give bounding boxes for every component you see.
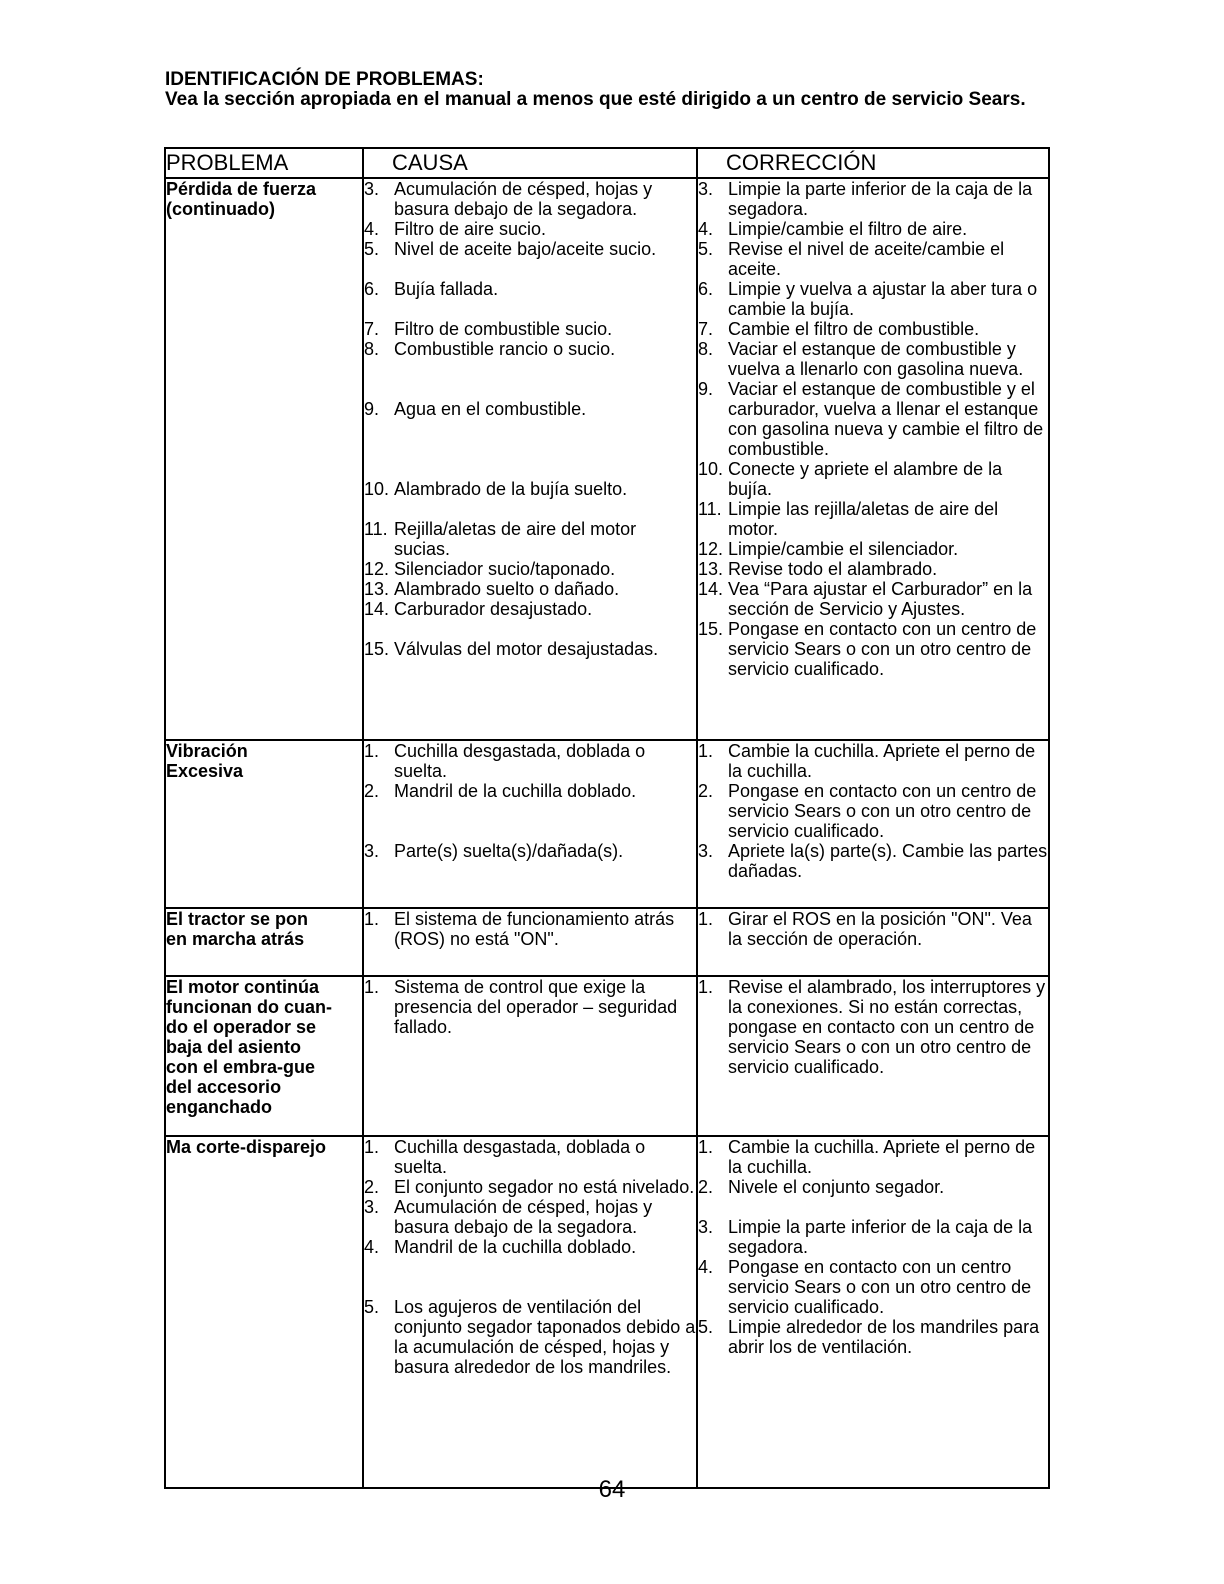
item-number: 3. [698, 1217, 714, 1237]
list-item [698, 499, 1048, 539]
list-item [698, 1217, 1048, 1257]
list-item [698, 1317, 1048, 1357]
header-problema: PROBLEMA [165, 148, 363, 178]
item-text: Limpie la parte inferior de la caja de la segadora. [728, 1217, 1033, 1257]
cause-cell [363, 976, 697, 1136]
list-item [364, 1197, 696, 1237]
item-text: Combustible rancio o sucio. [394, 339, 616, 359]
item-text: Nivel de aceite bajo/aceite sucio. [394, 239, 657, 259]
item-text: Limpie/cambie el silenciador. [728, 539, 959, 559]
list-item [364, 519, 696, 559]
item-text: Válvulas del motor desajustadas. [394, 639, 659, 659]
item-text: Cuchilla desgastada, doblada o suelta. [394, 741, 646, 781]
item-text: Filtro de aire sucio. [394, 219, 547, 239]
page-number: 64 [598, 1476, 626, 1503]
item-number: 15. [698, 619, 724, 639]
item-text: Apriete la(s) parte(s). Cambie las partes dañadas. [728, 841, 1048, 881]
item-number: 9. [364, 399, 380, 419]
problem-cell: El motor continúa funcionan do cuan- do el operador se baja del asiento con el embra-gue del accesorio enganchado [165, 976, 363, 1136]
item-number: 1. [364, 1137, 380, 1157]
correction-cell [697, 1136, 1049, 1488]
item-text: Pongase en contacto con un centro de servicio Sears o con un otro centro de servicio cualificado. [728, 781, 1037, 841]
item-text: Limpie/cambie el filtro de aire. [728, 219, 968, 239]
list-item [364, 279, 696, 299]
item-number: 1. [698, 1137, 714, 1157]
item-text: Vaciar el estanque de combustible y el carburador, vuelva a llenar el estanque con gasolina nueva y cambie el filtro de combustible. [728, 379, 1044, 459]
item-text: Pongase en contacto con un centro servicio Sears o con un otro centro de servicio cualificado. [728, 1257, 1032, 1317]
table-row [165, 740, 1049, 908]
list-item [364, 179, 696, 219]
item-number: 13. [698, 559, 724, 579]
list-item [364, 977, 696, 1037]
list-item [698, 841, 1048, 881]
list-item [364, 579, 696, 599]
item-text: El conjunto segador no está nivelado. [394, 1177, 695, 1197]
item-number: 6. [364, 279, 380, 299]
item-text: Cuchilla desgastada, doblada o suelta. [394, 1137, 646, 1177]
item-text: Filtro de combustible sucio. [394, 319, 613, 339]
problem-cell: Pérdida de fuerza (continuado) [165, 178, 363, 740]
item-number: 2. [364, 781, 380, 801]
item-number: 3. [698, 841, 714, 861]
list-item [698, 1137, 1048, 1177]
item-number: 5. [698, 239, 714, 259]
correction-cell [697, 740, 1049, 908]
item-text: Acumulación de césped, hojas y basura debajo de la segadora. [394, 179, 653, 219]
list-item [698, 909, 1048, 949]
correction-cell [697, 178, 1049, 740]
item-text: Mandril de la cuchilla doblado. [394, 1237, 637, 1257]
problem-cell: El tractor se pon en marcha atrás [165, 908, 363, 976]
list-item [364, 399, 696, 419]
item-text: Cambie la cuchilla. Apriete el perno de la cuchilla. [728, 1137, 1036, 1177]
list-item [364, 741, 696, 781]
list-item [698, 741, 1048, 781]
list-item [698, 579, 1048, 619]
cause-cell [363, 1136, 697, 1488]
item-number: 5. [698, 1317, 714, 1337]
item-text: Limpie las rejilla/aletas de aire del motor. [728, 499, 999, 539]
item-text: Alambrado suelto o dañado. [394, 579, 620, 599]
item-text: El sistema de funcionamiento atrás (ROS) no está "ON". [394, 909, 675, 949]
item-number: 1. [698, 909, 714, 929]
list-item [364, 781, 696, 801]
item-text: Vea “Para ajustar el Carburador” en la sección de Servicio y Ajustes. [728, 579, 1033, 619]
correction-cell [697, 976, 1049, 1136]
item-text: Cambie la cuchilla. Apriete el perno de la cuchilla. [728, 741, 1036, 781]
item-text: Limpie y vuelva a ajustar la aber tura o cambie la bujía. [728, 279, 1038, 319]
item-text: Agua en el combustible. [394, 399, 587, 419]
item-text: Revise todo el alambrado. [728, 559, 938, 579]
cause-cell [363, 908, 697, 976]
item-number: 8. [698, 339, 714, 359]
list-item [698, 781, 1048, 841]
item-text: Revise el nivel de aceite/cambie el aceite. [728, 239, 1005, 279]
list-item [364, 909, 696, 949]
item-number: 12. [698, 539, 724, 559]
list-item [698, 239, 1048, 279]
item-text: Vaciar el estanque de combustible y vuelva a llenarlo con gasolina nueva. [728, 339, 1024, 379]
table-header-row [165, 148, 1049, 178]
item-text: Acumulación de césped, hojas y basura debajo de la segadora. [394, 1197, 653, 1237]
item-number: 1. [364, 977, 380, 997]
list-item [698, 279, 1048, 319]
item-number: 5. [364, 1297, 380, 1317]
list-item [364, 1297, 696, 1377]
item-number: 11. [364, 519, 388, 539]
troubleshooting-table [164, 147, 1050, 1489]
list-item [364, 1137, 696, 1177]
item-text: Carburador desajustado. [394, 599, 593, 619]
list-item [698, 459, 1048, 499]
table-row [165, 976, 1049, 1136]
item-number: 6. [698, 279, 714, 299]
item-number: 4. [364, 219, 380, 239]
item-text: Rejilla/aletas de aire del motor sucias. [394, 519, 637, 559]
cause-cell [363, 740, 697, 908]
list-item [698, 339, 1048, 379]
item-text: Cambie el filtro de combustible. [728, 319, 980, 339]
section-subtitle: Vea la sección apropiada en el manual a menos que esté dirigido a un centro de servicio Sears. [165, 89, 1026, 110]
correction-cell [697, 908, 1049, 976]
section-title: IDENTIFICACIÓN DE PROBLEMAS: [165, 69, 484, 90]
header-causa: CAUSA [363, 148, 697, 178]
item-number: 7. [364, 319, 380, 339]
table-row [165, 1136, 1049, 1488]
item-text: Conecte y apriete el alambre de la bujía. [728, 459, 1003, 499]
header-correccion: CORRECCIÓN [697, 148, 1049, 178]
item-number: 3. [364, 179, 380, 199]
list-item [698, 619, 1048, 679]
item-number: 13. [364, 579, 390, 599]
item-number: 1. [364, 741, 380, 761]
list-item [364, 599, 696, 619]
item-number: 1. [698, 741, 714, 761]
item-text: Alambrado de la bujía suelto. [394, 479, 628, 499]
item-number: 4. [698, 1257, 714, 1277]
item-number: 9. [698, 379, 714, 399]
item-number: 8. [364, 339, 380, 359]
list-item [364, 339, 696, 359]
item-number: 2. [698, 781, 714, 801]
item-number: 3. [698, 179, 714, 199]
item-text: Sistema de control que exige la presencia del operador – seguridad fallado. [394, 977, 678, 1037]
item-text: Bujía fallada. [394, 279, 499, 299]
item-number: 7. [698, 319, 714, 339]
item-number: 5. [364, 239, 380, 259]
table-row [165, 178, 1049, 740]
item-number: 15. [364, 639, 390, 659]
item-number: 10. [698, 459, 724, 479]
item-number: 14. [364, 599, 390, 619]
list-item [364, 239, 696, 259]
item-text: Limpie alrededor de los mandriles para abrir los de ventilación. [728, 1317, 1040, 1357]
item-text: Nivele el conjunto segador. [728, 1177, 945, 1197]
item-number: 4. [364, 1237, 380, 1257]
problem-cell: Vibración Excesiva [165, 740, 363, 908]
list-item [364, 559, 696, 579]
item-text: Parte(s) suelta(s)/dañada(s). [394, 841, 624, 861]
list-item [698, 1257, 1048, 1317]
item-text: Girar el ROS en la posición "ON". Vea la sección de operación. [728, 909, 1032, 949]
item-number: 14. [698, 579, 724, 599]
list-item [364, 841, 696, 861]
list-item [698, 179, 1048, 219]
list-item [698, 219, 1048, 239]
item-number: 11. [698, 499, 722, 519]
item-text: Limpie la parte inferior de la caja de la segadora. [728, 179, 1033, 219]
item-number: 3. [364, 841, 380, 861]
item-number: 10. [364, 479, 390, 499]
page-heading [165, 70, 1045, 110]
list-item [364, 319, 696, 339]
item-number: 2. [698, 1177, 714, 1197]
list-item [364, 219, 696, 239]
table-row [165, 908, 1049, 976]
list-item [698, 1177, 1048, 1197]
list-item [698, 559, 1048, 579]
item-number: 1. [364, 909, 380, 929]
list-item [364, 639, 696, 659]
list-item [698, 379, 1048, 459]
list-item [698, 319, 1048, 339]
item-number: 3. [364, 1197, 380, 1217]
item-text: Mandril de la cuchilla doblado. [394, 781, 637, 801]
item-number: 1. [698, 977, 714, 997]
item-number: 4. [698, 219, 714, 239]
item-text: Pongase en contacto con un centro de servicio Sears o con un otro centro de servicio cualificado. [728, 619, 1037, 679]
item-text: Los agujeros de ventilación del conjunto segador taponados debido a la acumulación de césped, hojas y basura alrededor de los mandriles. [394, 1297, 696, 1377]
item-text: Silenciador sucio/taponado. [394, 559, 616, 579]
cause-cell [363, 178, 697, 740]
list-item [364, 479, 696, 499]
item-number: 2. [364, 1177, 380, 1197]
item-number: 12. [364, 559, 390, 579]
list-item [698, 539, 1048, 559]
item-text: Revise el alambrado, los interruptores y la conexiones. Si no están correctas, pongase en contacto con un centro de servicio Sears o con un otro centro de servicio cualificado. [728, 977, 1046, 1077]
problem-cell: Ma corte-disparejo [165, 1136, 363, 1488]
list-item [364, 1237, 696, 1257]
list-item [698, 977, 1048, 1077]
list-item [364, 1177, 696, 1197]
